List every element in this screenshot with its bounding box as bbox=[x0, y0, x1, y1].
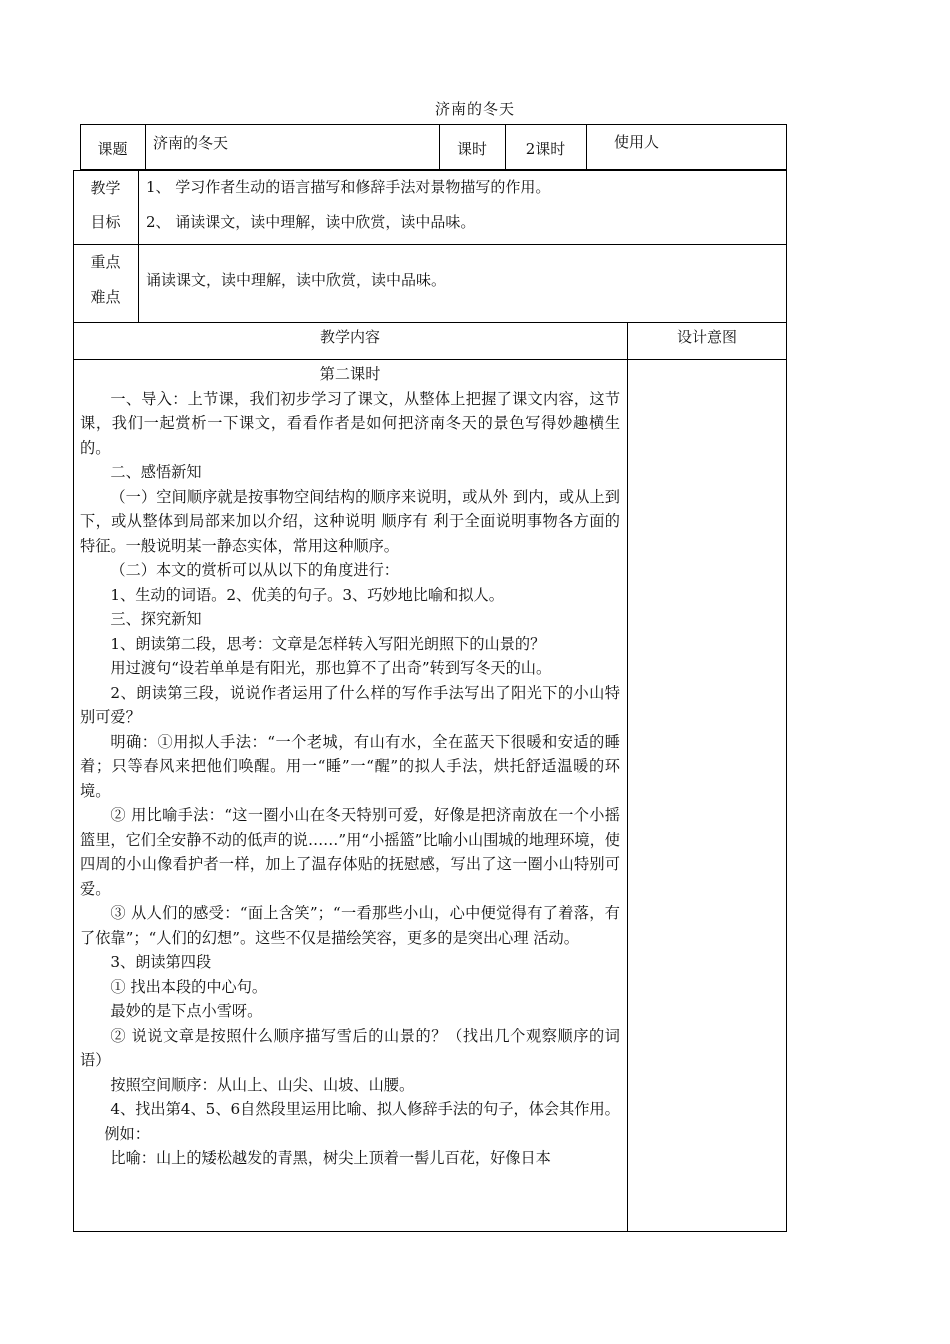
column-header-design: 设计意图 bbox=[676, 328, 737, 346]
hours-label: 课时 bbox=[456, 140, 487, 158]
paragraph: ③ 从人们的感受：“面上含笑”；“一看那些小山，心中便觉得有了着落，有了依靠”；“人们的幻想”。这些不仅是描绘笑容，更多的是突出心理 活动。 bbox=[80, 904, 620, 947]
divider bbox=[73, 359, 787, 360]
hours-value: 2课时 bbox=[525, 140, 566, 158]
goals-label-line1: 教学 bbox=[90, 179, 121, 197]
divider bbox=[627, 322, 628, 1232]
focus-text: 诵读课文，读中理解，读中欣赏，读中品味。 bbox=[146, 271, 447, 289]
paragraph: 4、找出第4、5、6自然段里运用比喻、拟人修辞手法的句子，体会其作用。 bbox=[110, 1100, 620, 1118]
teaching-content bbox=[80, 362, 620, 1171]
paragraph: 1、生动的词语。2、优美的句子。3、巧妙地比喻和拟人。 bbox=[110, 585, 504, 604]
paragraph: 按照空间顺序：从山上、山尖、山坡、山腰。 bbox=[110, 1075, 415, 1094]
paragraph: ② 说说文章是按照什么顺序描写雪后的山景的？（找出几个观察顺序的词语） bbox=[80, 1026, 620, 1069]
document-title: 济南的冬天 bbox=[434, 100, 515, 118]
divider bbox=[73, 244, 787, 245]
paragraph: 明确：①用拟人手法：“一个老城，有山有水，全在蓝天下很暖和安适的睡着；只等春风来把他们唤醒。用一“睡”一“醒”的拟人手法，烘托舒适温暖的环境。 bbox=[80, 732, 620, 800]
section-heading: 三、探究新知 bbox=[110, 610, 202, 628]
section-heading: 二、感悟新知 bbox=[110, 463, 202, 481]
paragraph: ① 找出本段的中心句。 bbox=[110, 977, 268, 996]
topic-value: 济南的冬天 bbox=[153, 134, 229, 152]
divider bbox=[145, 124, 146, 170]
focus-label-line1: 重点 bbox=[90, 253, 121, 271]
paragraph: 比喻：山上的矮松越发的青黑，树尖上顶着一髻儿百花，好像日本 bbox=[110, 1149, 551, 1167]
paragraph: 3、朗读第四段 bbox=[110, 953, 212, 971]
user-label: 使用人 bbox=[613, 133, 659, 151]
paragraph: 1、朗读第二段，思考：文章是怎样转入写阳光朗照下的山景的？ bbox=[110, 634, 546, 653]
paragraph: 最妙的是下点小雪呀。 bbox=[110, 1002, 263, 1020]
paragraph: 2、朗读第三段，说说作者运用了什么样的写作手法写出了阳光下的小山特别可爱？ bbox=[80, 683, 620, 726]
goals-label-line2: 目标 bbox=[90, 213, 121, 231]
focus-label-line2: 难点 bbox=[90, 288, 121, 306]
paragraph: （二）本文的赏析可以从以下的角度进行： bbox=[110, 561, 399, 579]
divider bbox=[138, 170, 139, 322]
session-title: 第二课时 bbox=[319, 365, 381, 383]
topic-label: 课题 bbox=[97, 140, 128, 158]
paragraph: （一）空间顺序就是按事物空间结构的顺序来说明，或从外 到内，或从上到下，或从整体到局部来加以介绍，这种说明 顺序有 利于全面说明事物各方面的特征。一般说明某一静态实体，常用这种顺序。 bbox=[80, 487, 620, 555]
column-header-content: 教学内容 bbox=[319, 328, 380, 346]
paragraph: 用过渡句“设若单单是有阳光，那也算不了出奇”转到写冬天的山。 bbox=[110, 659, 552, 677]
goal-item-1: 1、 学习作者生动的语言描写和修辞手法对景物描写的作用。 bbox=[146, 178, 551, 196]
paragraph: 例如： bbox=[104, 1124, 150, 1143]
paragraph: ② 用比喻手法：“这一圈小山在冬天特别可爱，好像是把济南放在一个小摇篮里，它们全安静不动的低声的说……”用“小摇篮”比喻小山围城的地理环境，使四周的小山像看护者一样，加上了温存体贴的抚慰感，写出了这一圈小山特别可爱。 bbox=[80, 806, 620, 898]
paragraph-intro: 一、导入：上节课，我们初步学习了课文，从整体上把握了课文内容，这节课，我们一起赏析一下课文，看看作者是如何把济南冬天的景色写得妙趣横生的。 bbox=[80, 389, 620, 457]
goal-item-2: 2、 诵读课文，读中理解，读中欣赏，读中品味。 bbox=[146, 213, 476, 231]
divider bbox=[73, 322, 787, 323]
